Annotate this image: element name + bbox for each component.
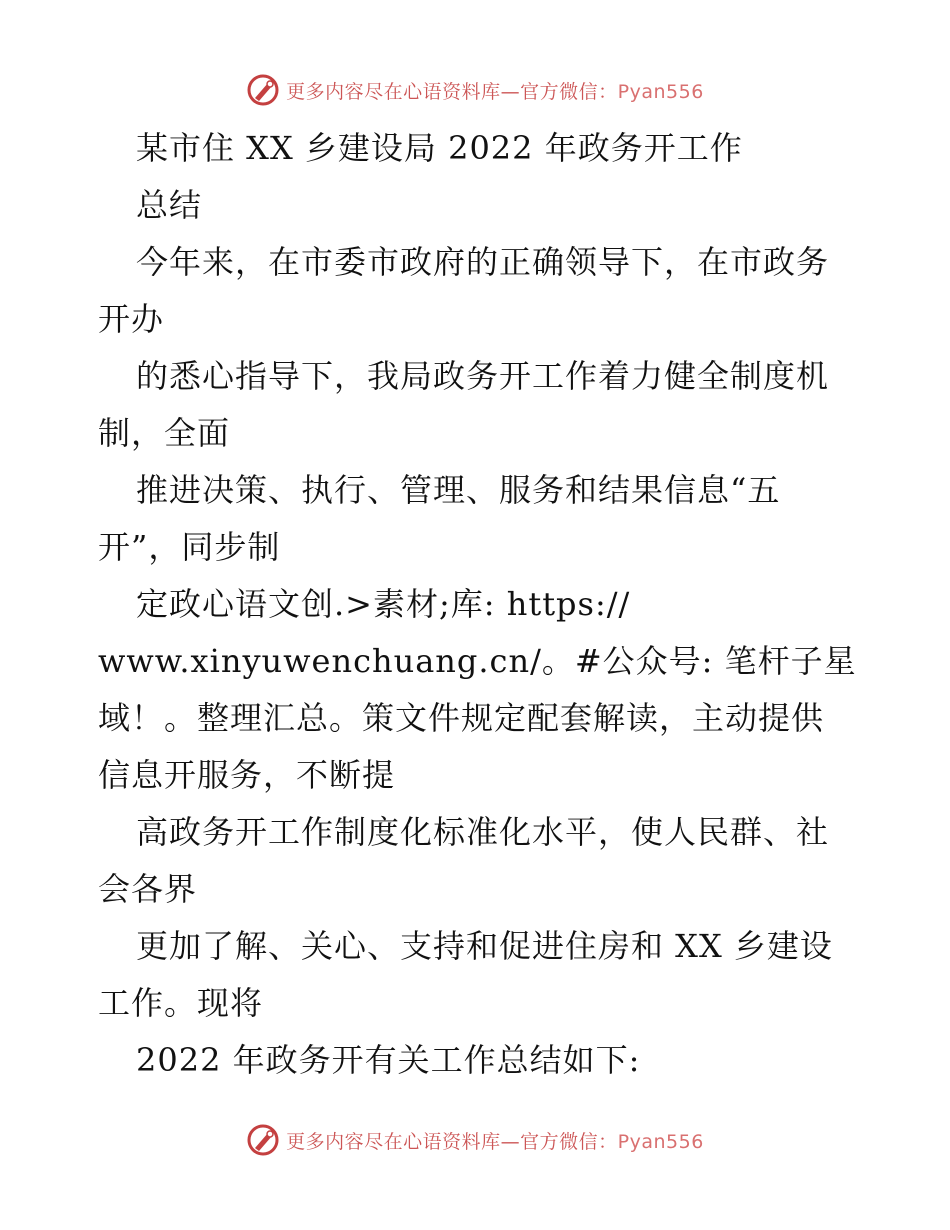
title-line-1: 某市住 XX 乡建设局 2022 年政务开工作 <box>136 129 743 167</box>
paragraph-line: 高政务开工作制度化标准化水平，使人民群、社 <box>136 813 830 851</box>
header-watermark-text <box>286 77 704 104</box>
paragraph-line: 的悉心指导下，我局政务开工作着力健全制度机 <box>136 357 830 395</box>
header-watermark-banner <box>0 72 950 108</box>
paragraph-line: 会各界 <box>98 870 198 908</box>
paragraph-line: 域！。整理汇总。策文件规定配套解读，主动提供 <box>98 699 825 737</box>
header-watermark-label: 更多内容尽在心语资料库—官方微信： <box>286 80 618 103</box>
paragraph-line: 2022 年政务开有关工作总结如下: <box>136 1041 641 1079</box>
paragraph-line: 定政心语文创.>素材;库: https:// <box>136 585 631 623</box>
paragraph-line: 推进决策、执行、管理、服务和结果信息“五 <box>136 471 781 509</box>
header-watermark-handle: Pyan556 <box>617 80 704 103</box>
paragraph-line: 今年来，在市委市政府的正确领导下，在市政务 <box>136 243 830 281</box>
paragraph-line: 制，全面 <box>98 414 231 452</box>
footer-watermark-banner <box>0 1122 950 1158</box>
pen-logo-icon <box>246 73 280 107</box>
footer-watermark-handle: Pyan556 <box>617 1130 704 1153</box>
paragraph-line: 开”，同步制 <box>98 528 281 566</box>
paragraph-line: 更加了解、关心、支持和促进住房和 XX 乡建设 <box>136 927 833 965</box>
footer-watermark-text <box>286 1127 704 1154</box>
paragraph-line: 信息开服务，不断提 <box>98 756 396 794</box>
title-line-2: 总结 <box>136 186 203 224</box>
paragraph-line: 工作。现将 <box>98 984 264 1022</box>
paragraph-line: www.xinyuwenchuang.cn/。#公众号: 笔杆子星 <box>98 642 857 680</box>
document-body <box>98 120 868 1089</box>
paragraph-line: 开办 <box>98 300 165 338</box>
pen-logo-icon <box>246 1123 280 1157</box>
footer-watermark-label: 更多内容尽在心语资料库—官方微信： <box>286 1130 618 1153</box>
